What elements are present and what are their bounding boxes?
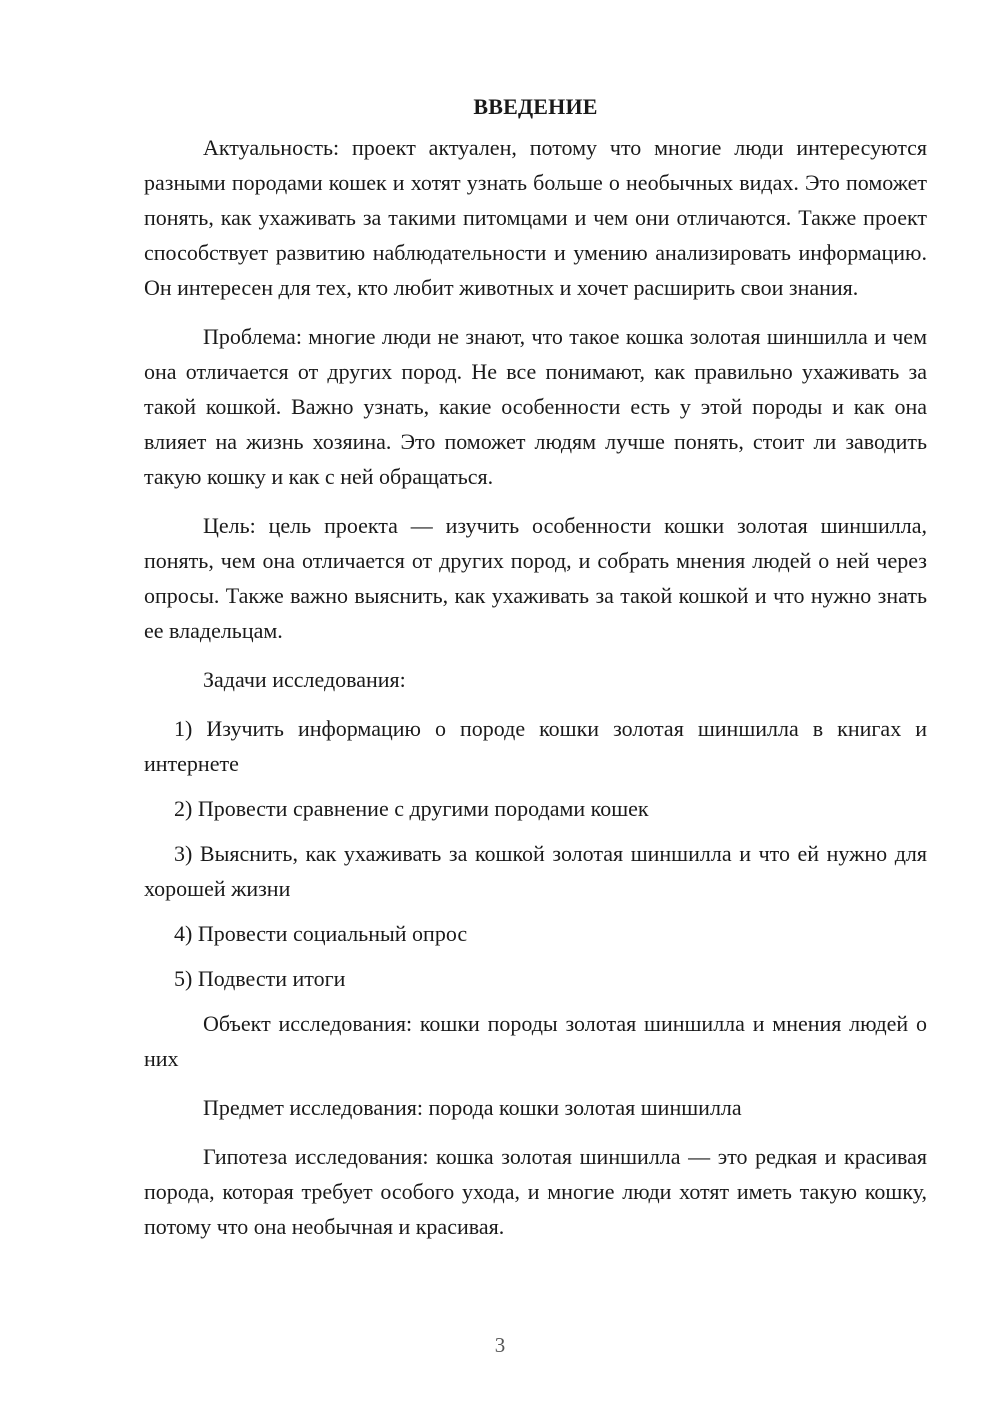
paragraph-hypothesis: Гипотеза исследования: кошка золотая шиншилла — это редкая и красивая порода, которая требует особого ухода, и многие люди хотят иметь такую кошку, потому что она необычная и красивая. bbox=[144, 1144, 927, 1239]
paragraph-problem: Проблема: многие люди не знают, что такое кошка золотая шиншилла и чем она отличается от других пород. Не все понимают, как правильно ухаживать за такой кошкой. Важно узнать, какие особенности есть у этой породы и как она влияет на жизнь хозяина. Это поможет людям лучше понять, стоит ли заводить такую кошку и как с ней обращаться. bbox=[144, 324, 927, 489]
task-item-2: 2) Провести сравнение с другими породами кошек bbox=[174, 796, 649, 821]
task-item-3: 3) Выяснить, как ухаживать за кошкой золотая шиншилла и что ей нужно для хорошей жизни bbox=[144, 841, 927, 901]
paragraph-object: Объект исследования: кошки породы золотая шиншилла и мнения людей о них bbox=[144, 1011, 927, 1071]
task-item-5: 5) Подвести итоги bbox=[174, 966, 346, 991]
tasks-title: Задачи исследования: bbox=[203, 667, 406, 692]
page-number: 3 bbox=[494, 1333, 506, 1357]
task-item-1: 1) Изучить информацию о породе кошки золотая шиншилла в книгах и интернете bbox=[144, 716, 927, 776]
page-content bbox=[144, 94, 927, 1258]
task-item-4: 4) Провести социальный опрос bbox=[174, 921, 468, 946]
paragraph-relevance: Актуальность: проект актуален, потому что многие люди интересуются разными породами кошек и хотят узнать больше о необычных видах. Это поможет понять, как ухаживать за такими питомцами и чем они отличаются. Также проект способствует развитию наблюдательности и умению анализировать информацию. Он интересен для тех, кто любит животных и хочет расширить свои знания. bbox=[144, 135, 927, 300]
page-heading: ВВЕДЕНИЕ bbox=[473, 94, 598, 119]
paragraph-goal: Цель: цель проекта — изучить особенности кошки золотая шиншилла, понять, чем она отличается от других пород, и собрать мнения людей о ней через опросы. Также важно выяснить, как ухаживать за такой кошкой и что нужно знать ее владельцам. bbox=[144, 513, 927, 643]
paragraph-subject: Предмет исследования: порода кошки золотая шиншилла bbox=[203, 1095, 742, 1120]
